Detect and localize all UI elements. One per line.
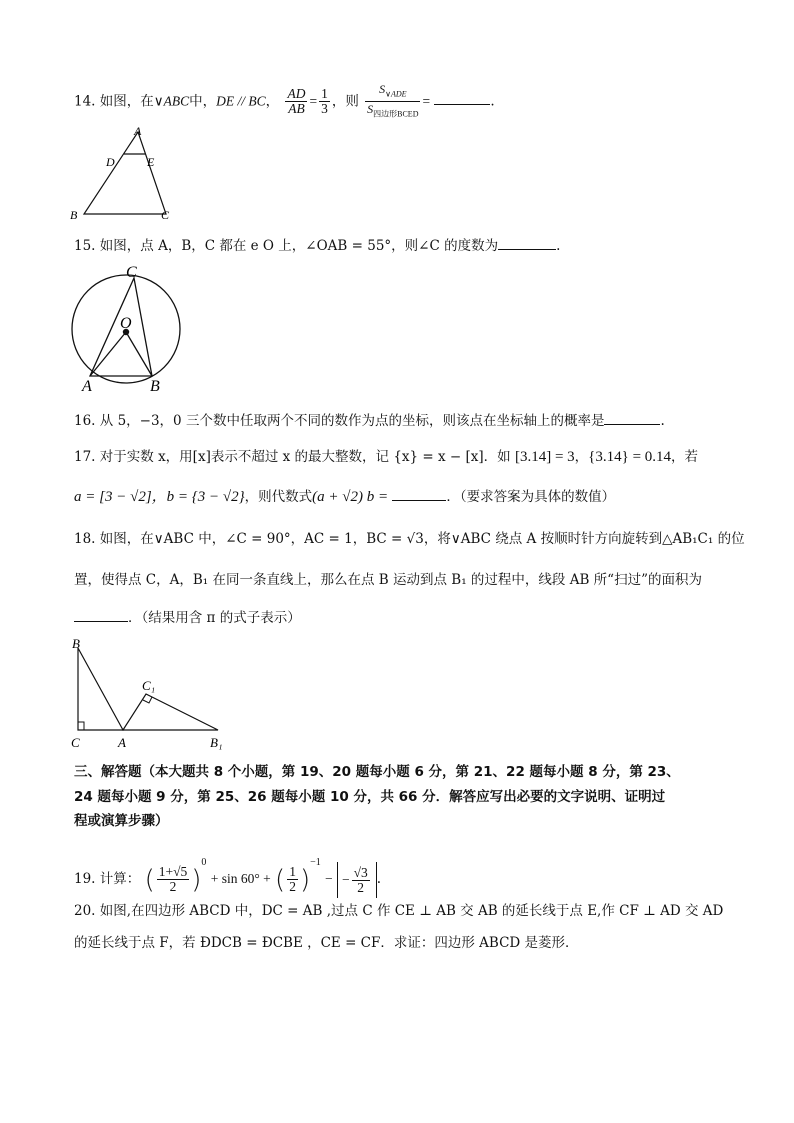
q14-number: 14.: [74, 93, 96, 110]
q17-example1: [3.14] = 3: [514, 449, 575, 465]
q19-text: 19. 计算： ( $\frac{1+√5}{2}$ )$^0$ + sin 60° + ( $\frac{1}{2}$ )$^{-1}$ − − $\frac{√3}{2}$ .: [74, 848, 381, 898]
q14-text: [74, 82, 495, 122]
q15-text: [74, 236, 560, 256]
q14-label-b: B: [70, 208, 78, 222]
q16-body: 从 5，−3，0 三个数中任取两个不同的数作为点的坐标，则该点在坐标轴上的概率是: [99, 413, 605, 429]
q18-line1: [74, 529, 745, 549]
q15-dot: .: [556, 238, 561, 254]
q19-number: 19.: [74, 871, 96, 887]
q14-end-eq: =: [422, 93, 431, 109]
q20-line2: [74, 933, 579, 953]
q17-answer-blank[interactable]: [392, 488, 446, 501]
q17-a-def: a = [3 − √2]: [74, 489, 152, 505]
q14-t4: ，则: [331, 93, 359, 110]
q15-label-o: O: [120, 315, 132, 332]
q14-t2: 中，: [189, 93, 217, 110]
q14-area-fraction: $\frac{S_{\vee ADE}}{S_{四边形BCED}}$: [367, 82, 419, 119]
q19-fraction-1: $\frac{1+√5}{2}$: [158, 864, 188, 894]
q17-line2: [74, 487, 615, 507]
q20-line2-text: 的延长线于点 F，若 ÐDCB = ÐCBE ，CE = CF．求证：四边形 ABCD 是菱形．: [74, 935, 579, 951]
q18-label-b1: B₁: [210, 735, 223, 750]
q17-note: ．（要求答案为具体的数值）: [446, 489, 616, 505]
q19-exp-neg1: −1: [310, 857, 321, 868]
section-3-line3: 程或演算步骤）: [74, 813, 169, 829]
q18-answer-blank[interactable]: [74, 609, 128, 622]
q15-number: 15.: [74, 238, 96, 254]
q15-answer-blank[interactable]: [498, 237, 556, 250]
q19-exp-0: 0: [201, 857, 207, 868]
q14-ratio-fraction: $\frac{AD}{AB}$: [287, 86, 306, 117]
q14-triangle: ∨ABC: [153, 93, 190, 109]
q16-answer-blank[interactable]: [604, 412, 660, 425]
q16-number: 16.: [74, 413, 96, 429]
q14-t1: 如图，在: [99, 93, 154, 110]
q19-fraction-2: $\frac{1}{2}$: [289, 864, 296, 894]
q14-label-e: E: [147, 155, 155, 169]
q14-label-c: C: [161, 208, 170, 222]
q15-figure: [64, 262, 194, 395]
q17-b-def: ，b = {3 − √2}: [151, 489, 245, 505]
q17-expr-label: ，则代数式: [244, 489, 313, 505]
q19-fraction-3: $\frac{√3}{2}$: [353, 864, 368, 895]
q18-line1-text: 如图，在∨ABC 中，∠C = 90°，AC = 1，BC = √3，将∨ABC 绕点 A 按顺时针方向旋转到△AB₁C₁ 的位: [99, 531, 745, 547]
q14-label-d: D: [106, 155, 115, 169]
q17-sep: ，: [574, 449, 589, 465]
q18-number: 18.: [74, 531, 96, 547]
q17-number: 17.: [74, 449, 96, 465]
q15-label-b: B: [150, 378, 160, 395]
q15-label-a: A: [82, 378, 92, 395]
q20-line1-text: 如图,在四边形 ABCD 中，DC = AB ,过点 C 作 CE ⊥ AB 交 AB 的延长线于点 E,作 CF ⊥ AD 交 AD: [99, 903, 724, 919]
q18-label-c1: C₁: [142, 678, 156, 693]
q19-minus: −: [325, 871, 333, 886]
q18-line3: [74, 608, 301, 628]
q17-example2: {3.14} = 0.14: [588, 449, 672, 465]
q17-line1-text: 对于实数 x，用[x]表示不超过 x 的最大整数，记 {x} = x − [x]．如: [99, 449, 511, 465]
q18-label-b: B: [72, 636, 80, 651]
q19-plus-sin: + sin 60° +: [210, 871, 271, 886]
section-3-line2: 24 题每小题 9 分，第 25、26 题每小题 10 分，共 66 分．解答应写出必要的文字说明、证明过: [74, 789, 666, 805]
q14-answer-blank[interactable]: [434, 92, 490, 105]
q17-tail: ，若: [671, 449, 699, 465]
q14-eq: =: [309, 93, 318, 109]
q18-label-a: A: [118, 735, 126, 750]
q17-expression: (a + √2) b =: [312, 489, 389, 505]
section-3-line1: 三、解答题（本大题共 8 个小题，第 19、20 题每小题 6 分，第 21、22 题每小题 8 分，第 23、: [74, 764, 680, 780]
q18-figure: [68, 636, 238, 751]
q16-dot: .: [660, 413, 665, 429]
q17-line1: [74, 447, 698, 467]
q19-dot: .: [376, 871, 382, 887]
q18-line2-text: 置，使得点 C，A，B₁ 在同一条直线上，那么在点 B 运动到点 B₁ 的过程中，线段 AB 所“扫过”的面积为: [74, 572, 702, 588]
q18-line3-text: ．（结果用含 π 的式子表示）: [128, 610, 301, 626]
q15-label-c: C: [126, 264, 137, 281]
q20-number: 20.: [74, 903, 96, 919]
q14-parallel: DE // BC: [216, 93, 266, 109]
q19-label: 计算：: [99, 871, 141, 887]
q14-value-fraction: $\frac{1}{3}$: [321, 86, 328, 117]
q14-label-a: A: [134, 124, 142, 138]
q15-body: 如图，点 A，B，C 都在 e O 上，∠OAB = 55°，则∠C 的度数为: [99, 238, 499, 254]
q14-t3: ，: [265, 93, 280, 110]
q19-absolute-value: − $\frac{√3}{2}$: [337, 862, 377, 898]
q14-dot: .: [490, 93, 495, 110]
q20-line1: [74, 901, 723, 921]
q14-figure: [68, 124, 178, 224]
q18-line2: [74, 570, 702, 590]
q18-label-c: C: [71, 735, 80, 750]
q16-text: [74, 411, 665, 431]
